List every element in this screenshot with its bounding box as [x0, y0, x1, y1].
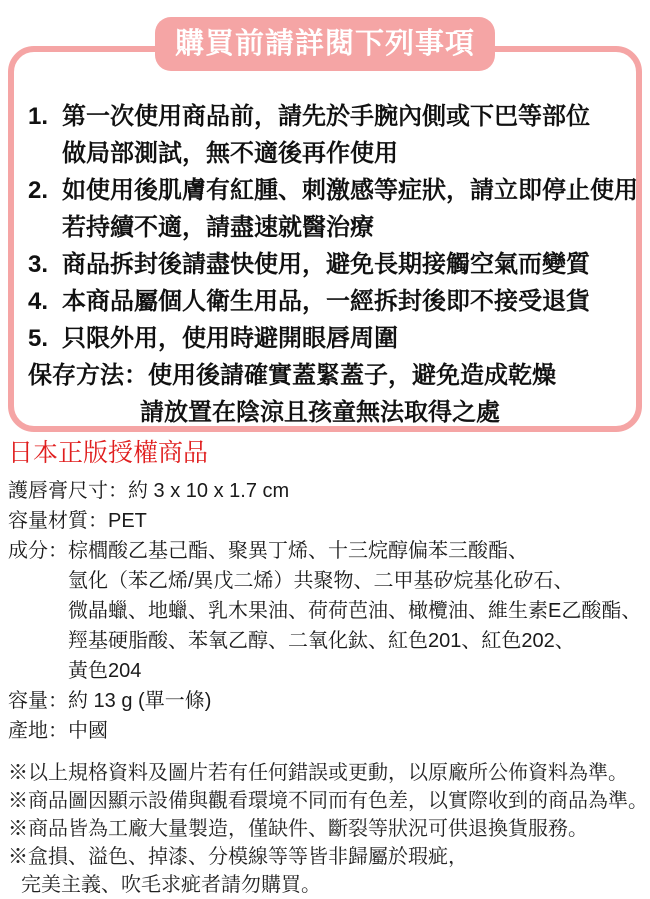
notice-box [8, 46, 642, 432]
spec-origin: 產地：中國 [8, 720, 108, 742]
storage-method-text: 請放置在陰涼且孩童無法取得之處 [140, 399, 500, 426]
ingredients-line: 氫化（苯乙烯/異戊二烯）共聚物、二甲基矽烷基化矽石、 [68, 570, 574, 592]
notice-item-1-line-2 [28, 135, 628, 172]
notice-item-text: 只限外用，使用時避開眼唇周圍 [62, 325, 398, 352]
spec-capacity: 容量：約 13 g (單一條) [8, 690, 212, 712]
notice-item-number: 4. [28, 288, 49, 315]
spec-material: 容量材質：PET [8, 510, 147, 532]
notice-item-4 [28, 283, 628, 320]
notice-item-number: 5. [28, 325, 49, 352]
storage-method-label: 保存方法： [28, 362, 148, 389]
ingredients-lines [68, 536, 641, 686]
disclaimer-line: ※盒損、溢色、掉漆、分模線等等皆非歸屬於瑕疵， [8, 846, 468, 868]
notice-item-number: 3. [28, 251, 49, 278]
product-details [8, 437, 648, 899]
notice-item-2-line-1 [28, 172, 638, 209]
pre-purchase-banner: 購買前請詳閱下列事項 [155, 17, 495, 71]
spec-ingredients [8, 536, 644, 686]
disclaimer-line: ※商品皆為工廠大量製造，僅缺件、斷裂等狀況可供退換貨服務。 [8, 818, 588, 840]
notice-item-5 [28, 320, 628, 357]
notice-item-number: 1. [28, 103, 49, 130]
ingredients-line: 羥基硬脂酸、苯氧乙醇、二氧化鈦、紅色201、紅色202、 [68, 630, 575, 652]
ingredients-line: 微晶蠟、地蠟、乳木果油、荷荷芭油、橄欖油、維生素E乙酸酯、 [68, 600, 642, 622]
storage-method-line-2 [28, 394, 628, 431]
spec-size: 護唇膏尺寸：約 3 x 10 x 1.7 cm [8, 480, 290, 502]
auth-title: 日本正版授權商品 [8, 439, 209, 467]
ingredients-line: 棕櫚酸乙基己酯、聚異丁烯、十三烷醇偏苯三酸酯、 [68, 540, 528, 562]
notice-item-2-line-2 [28, 209, 628, 246]
notice-item-text: 商品拆封後請盡快使用，避免長期接觸空氣而變質 [62, 251, 590, 278]
storage-method-text: 使用後請確實蓋緊蓋子，避免造成乾燥 [148, 362, 556, 389]
disclaimer-line: ※以上規格資料及圖片若有任何錯誤或更動，以原廠所公佈資料為準。 [8, 762, 628, 784]
notice-item-text: 第一次使用商品前，請先於手腕內側或下巴等部位 [62, 103, 590, 130]
storage-method-line-1 [28, 357, 628, 394]
notice-item-text: 若持續不適，請盡速就醫治療 [62, 214, 374, 241]
ingredients-line: 黃色204 [68, 660, 142, 682]
notice-item-number: 2. [28, 177, 49, 204]
disclaimers [8, 759, 648, 899]
notice-item-3 [28, 246, 628, 283]
disclaimer-line: ※商品圖因顯示設備與觀看環境不同而有色差，以實際收到的商品為準。 [8, 790, 648, 812]
ingredients-label: 成分： [8, 540, 68, 562]
disclaimer-line: 完美主義、吹毛求疵者請勿購買。 [21, 874, 321, 896]
notice-item-text: 如使用後肌膚有紅腫、刺激感等症狀，請立即停止使用 [62, 177, 638, 204]
notice-item-1-line-1 [28, 98, 628, 135]
notice-item-text: 本商品屬個人衛生用品，一經拆封後即不接受退貨 [62, 288, 590, 315]
notice-item-text: 做局部測試，無不適後再作使用 [62, 140, 398, 167]
